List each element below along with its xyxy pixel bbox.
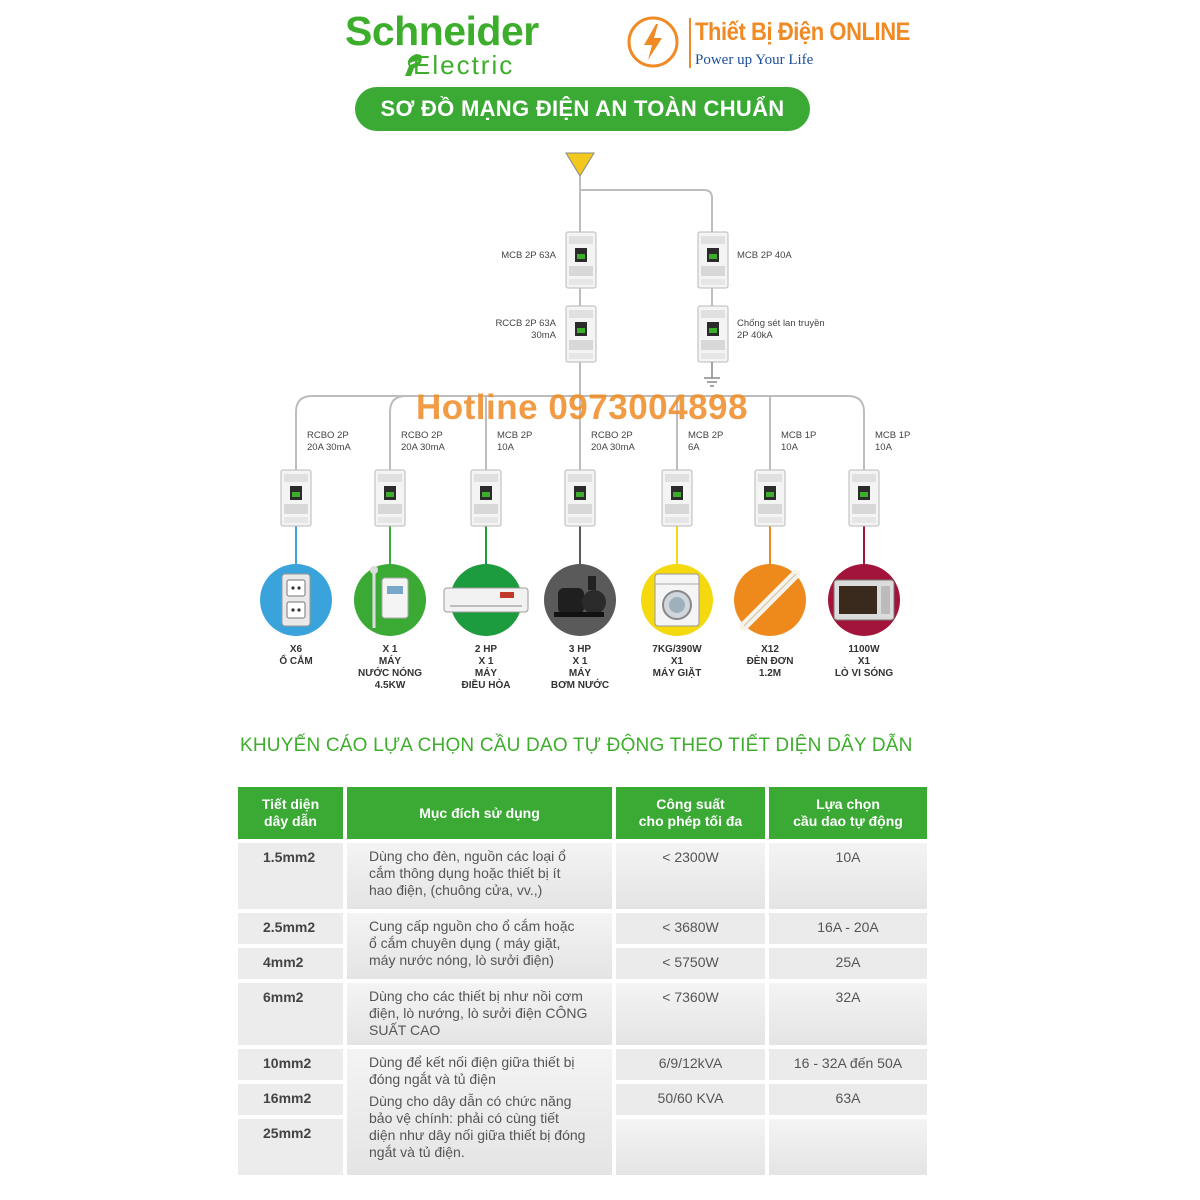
branch-breaker-device — [375, 470, 405, 526]
water-pump-icon — [544, 564, 616, 636]
brand-word: Schneider — [345, 8, 539, 54]
surge-breaker-label: MCB 2P 40A — [737, 250, 792, 261]
recommendation-title: KHUYẾN CÁO LỰA CHỌN CẦU DAO TỰ ĐỘNG THEO TIẾT DIỆN DÂY DẪN — [240, 735, 913, 756]
branch-breaker-device — [849, 470, 879, 526]
size-cell: 4mm2 — [238, 948, 343, 979]
shop-name: Thiết Bị Điện ONLINE — [695, 18, 910, 46]
branch-breaker-label: 20A 30mA — [591, 442, 635, 453]
header-size — [238, 787, 343, 839]
appliance-label: NƯỚC NÓNG — [357, 668, 423, 679]
branch-breaker-device — [471, 470, 501, 526]
power-cell: < 2300W — [616, 843, 765, 909]
purpose-line: SUẤT CAO — [369, 1022, 441, 1038]
header-power — [616, 787, 765, 839]
power-cell: < 3680W — [616, 913, 765, 944]
breaker-cell: 16 - 32A đến 50A — [769, 1049, 927, 1080]
appliance-label: X12 — [761, 644, 779, 655]
appliance-label: X 1 — [478, 656, 494, 667]
purpose-line: diện như dây nối giữa thiết bị đóng — [369, 1127, 586, 1143]
air-conditioner-icon — [444, 564, 528, 636]
appliance-label: X1 — [670, 656, 684, 667]
appliance-label: MÁY — [378, 656, 402, 667]
branch-breaker-label: MCB 1P — [875, 430, 911, 441]
header-size-line2: dây dẫn — [264, 813, 317, 829]
power-cell: < 7360W — [616, 983, 765, 1045]
appliance-label: Ổ CẮM — [279, 656, 313, 667]
purpose-line: điện, lò nướng, lò sưởi điện CÔNG — [369, 1005, 588, 1021]
appliance-label: 3 HP — [568, 644, 592, 655]
purpose-line: Dùng cho đèn, nguồn các loại ổ — [369, 848, 566, 864]
appliance-label: 1100W — [848, 644, 880, 655]
branch-breaker-device — [565, 470, 595, 526]
appliance-label: X 1 — [572, 656, 588, 667]
appliance-label: ĐIỀU HÒA — [461, 680, 511, 691]
size-cell: 6mm2 — [238, 983, 343, 1045]
appliance-label: X6 — [289, 644, 303, 655]
size-cell: 16mm2 — [238, 1084, 343, 1115]
header-breaker — [769, 787, 927, 839]
size-cell: 25mm2 — [238, 1119, 343, 1175]
purpose-cell — [347, 913, 612, 979]
header-purpose: Mục đích sử dụng — [347, 787, 612, 839]
header-breaker-line2: cầu dao tự động — [793, 813, 903, 829]
breaker-cell: 10A — [769, 843, 927, 909]
branch-breaker-label: RCBO 2P — [307, 430, 349, 441]
breaker-cell-empty — [769, 1119, 927, 1175]
mcb-main-device — [566, 232, 596, 288]
branch-breaker-device — [662, 470, 692, 526]
branch-breaker-label: MCB 2P — [497, 430, 533, 441]
logo-divider — [689, 18, 691, 68]
tube-light-icon — [734, 564, 806, 636]
appliance-label: MÁY — [474, 668, 498, 679]
purpose-line: hao điện, (chuông cửa, vv.,) — [369, 882, 543, 898]
purpose-line: máy nước nóng, lò sưởi điện) — [369, 952, 554, 968]
branch-breaker-label: 10A — [875, 442, 892, 453]
purpose-cell — [347, 983, 612, 1045]
branch-breaker-label: MCB 2P — [688, 430, 724, 441]
socket-icon — [260, 564, 332, 636]
branch-breaker-label: 6A — [688, 442, 700, 453]
appliance-label: 1.2M — [758, 668, 782, 679]
microwave-icon — [828, 564, 900, 636]
header-breaker-line1: Lựa chọn — [816, 796, 880, 812]
power-cell: < 5750W — [616, 948, 765, 979]
purpose-cell — [347, 1049, 612, 1175]
hotline-watermark: Hotline 0973004898 — [416, 388, 748, 427]
brand-sub: Electric — [413, 50, 515, 80]
header-power-line1: Công suất — [656, 796, 725, 812]
branch-breaker-device — [755, 470, 785, 526]
breaker-cell: 32A — [769, 983, 927, 1045]
branch-breaker-device — [281, 470, 311, 526]
purpose-line: Dùng cho các thiết bị như nồi cơm — [369, 988, 583, 1004]
main-breaker-label: MCB 2P 63A — [501, 250, 556, 261]
appliance-label: MÁY — [568, 668, 592, 679]
schneider-electric-logo — [345, 8, 575, 78]
branch-breaker-label: MCB 1P — [781, 430, 817, 441]
thiet-bi-dien-logo — [625, 14, 910, 74]
purpose-line: ổ cắm chuyên dụng ( máy giặt, — [369, 935, 561, 951]
appliance-label: BƠM NƯỚC — [550, 680, 610, 691]
power-cell: 50/60 KVA — [616, 1084, 765, 1115]
shop-slogan: Power up Your Life — [695, 52, 814, 68]
size-cell: 2.5mm2 — [238, 913, 343, 944]
branch-breaker-label: 20A 30mA — [307, 442, 351, 453]
purpose-cell — [347, 843, 612, 909]
header-size-line1: Tiết diện — [261, 796, 320, 812]
supply-triangle-icon — [566, 153, 594, 176]
washing-machine-icon — [641, 564, 713, 636]
wiring-diagram — [0, 140, 1200, 700]
purpose-line: Cung cấp nguồn cho ổ cắm hoặc — [369, 918, 575, 934]
water-heater-icon — [354, 564, 426, 636]
purpose-line: cắm thông dụng hoặc thiết bị ít — [369, 865, 561, 881]
mcb-surge-device — [698, 232, 728, 288]
purpose-line: Dùng để kết nối điện giữa thiết bị — [369, 1054, 575, 1070]
appliance-label: X1 — [857, 656, 871, 667]
surge-protector-device — [698, 306, 728, 362]
branch-breaker-label: RCBO 2P — [591, 430, 633, 441]
rccb-label-line2: 30mA — [531, 330, 556, 341]
rccb-label-line1: RCCB 2P 63A — [495, 318, 556, 329]
breaker-cell: 16A - 20A — [769, 913, 927, 944]
power-cell: 6/9/12kVA — [616, 1049, 765, 1080]
purpose-line: ngắt và tủ điện. — [369, 1144, 465, 1160]
lightning-bolt-icon — [625, 14, 681, 70]
appliance-label: X 1 — [382, 644, 398, 655]
rccb-device — [566, 306, 596, 362]
surge-protector-label-line2: 2P 40kA — [737, 330, 773, 341]
branch-breaker-label: 10A — [497, 442, 514, 453]
size-cell: 1.5mm2 — [238, 843, 343, 909]
appliance-label: LÒ VI SÓNG — [834, 668, 894, 679]
breaker-cell: 25A — [769, 948, 927, 979]
page-title: SƠ ĐỒ MẠNG ĐIỆN AN TOÀN CHUẨN — [355, 87, 810, 131]
power-cell-empty — [616, 1119, 765, 1175]
appliance-label: 4.5KW — [374, 680, 406, 691]
header-power-line2: cho phép tối đa — [638, 813, 743, 829]
appliance-label: ĐÈN ĐƠN — [746, 656, 794, 667]
purpose-line: bảo vệ chính: phải có cùng tiết — [369, 1110, 559, 1126]
surge-protector-label-line1: Chống sét lan truyền — [737, 318, 825, 329]
appliance-label: MÁY GIẶT — [652, 668, 702, 679]
branch-breaker-label: RCBO 2P — [401, 430, 443, 441]
size-cell: 10mm2 — [238, 1049, 343, 1080]
branch-breaker-label: 20A 30mA — [401, 442, 445, 453]
breaker-cell: 63A — [769, 1084, 927, 1115]
branch-breaker-label: 10A — [781, 442, 798, 453]
purpose-line: Dùng cho dây dẫn có chức năng — [369, 1093, 572, 1109]
purpose-line: đóng ngắt và tủ điện — [369, 1071, 496, 1087]
appliance-label: 2 HP — [474, 644, 498, 655]
appliance-label: 7KG/390W — [652, 644, 702, 655]
